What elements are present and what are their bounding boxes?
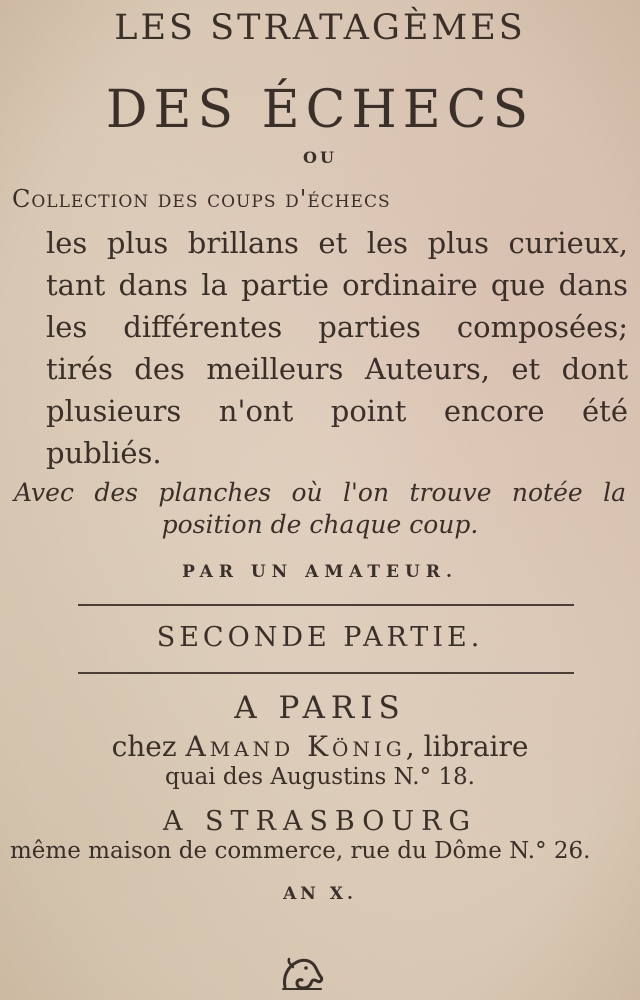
title-line-1: LES STRATAGÈMES (114, 8, 526, 48)
subtitle: Collection des coups d'échecs (12, 185, 391, 213)
imprint-address-strasbourg: même maison de commerce, rue du Dôme N.° 26. (10, 838, 591, 864)
author-line: PAR UN AMATEUR. (182, 562, 458, 582)
imprint-city-strasbourg: A STRASBOURG (162, 806, 478, 837)
description-line-6: publiés. (46, 436, 162, 470)
italic-note-line-1: Avec des planches où l'on trouve notée la (14, 478, 626, 507)
italic-note-line-2: position de chaque coup. (161, 510, 479, 539)
publisher-prefix: chez (111, 730, 186, 763)
part-heading: SECONDE PARTIE. (156, 622, 484, 653)
horse-head-ornament-icon (277, 953, 327, 993)
imprint-city-paris: A PARIS (234, 690, 406, 726)
imprint-publisher-line (0, 730, 640, 763)
conjunction-ou: OU (303, 148, 337, 167)
description-line-5: plusieurs n'ont point encore été (46, 394, 628, 428)
imprint-year: AN X. (283, 884, 357, 904)
description-line-2: tant dans la partie ordinaire que dans (46, 268, 628, 302)
description-line-3: les différentes parties composées; (46, 310, 628, 344)
divider-top (78, 604, 574, 606)
publisher-suffix: , libraire (405, 730, 529, 763)
publisher-name: Amand König (185, 730, 406, 763)
title-line-2: DES ÉCHECS (105, 80, 535, 140)
imprint-address-paris: quai des Augustins N.° 18. (164, 764, 475, 790)
description-line-1: les plus brillans et les plus curieux, (46, 226, 628, 260)
description-line-4: tirés des meilleurs Auteurs, et dont (46, 352, 628, 386)
divider-bottom (78, 672, 574, 674)
